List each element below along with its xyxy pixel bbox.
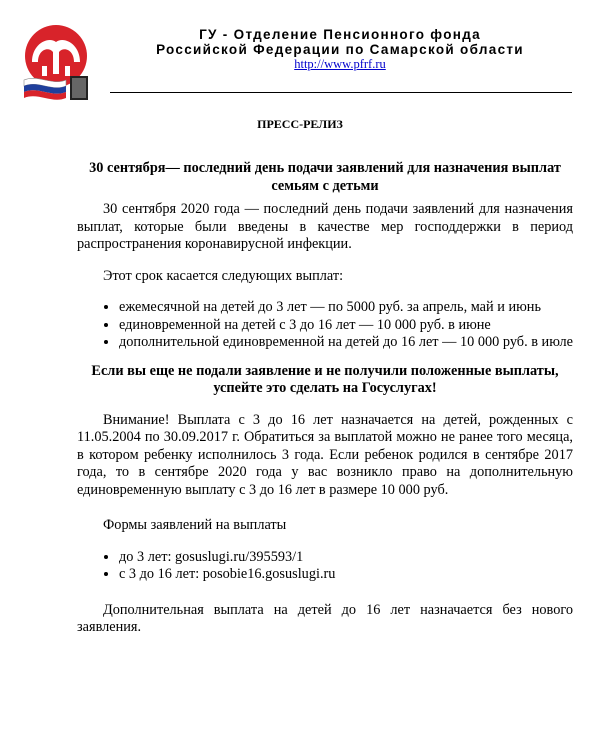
- forms-list: [77, 549, 573, 584]
- list-item: • единовременной на детей с 3 до 16 лет — 10 000 руб. в июне: [119, 317, 573, 335]
- org-name-line2: Российской Федерации по Самарской области: [156, 42, 524, 57]
- document-title: 30 сентября— последний день подачи заявлений для назначения выплат семьям с детьми: [89, 160, 561, 194]
- forms-intro: Формы заявлений на выплаты: [103, 517, 287, 533]
- notice-paragraph: Внимание! Выплата с 3 до 16 лет назначается на детей, рожденных с 11.05.2004 по 30.09.2017 г. Обратиться за выплатой можно не ранее того месяца, в котором ребенку исполнилось 3 года. Если ребенок родился в сентябре 2017 года, то в сентябре 2020 года у вас возникло право на дополнительную единовременную выплату с 3 до 16 лет в размере 10 000 руб.: [77, 411, 573, 498]
- list-item: • до 3 лет: gosuslugi.ru/395593/1: [119, 549, 573, 567]
- document-body: [77, 160, 573, 637]
- website-link[interactable]: http://www.pfrf.ru: [294, 57, 386, 71]
- payments-list: [77, 299, 573, 352]
- list-item: • ежемесячной на детей до 3 лет — по 5000 руб. за апрель, май и июнь: [119, 299, 573, 317]
- list-item: • дополнительной единовременной на детей до 16 лет — 10 000 руб. в июле: [119, 334, 573, 352]
- header-divider: [110, 92, 572, 93]
- pfr-logo-icon: [18, 22, 94, 102]
- subtitle: Если вы еще не подали заявление и не получили положенные выплаты, успейте это сделать на Госуслугах!: [91, 362, 559, 396]
- org-name-line1: ГУ - Отделение Пенсионного фонда: [199, 27, 481, 42]
- list-intro: Этот срок касается следующих выплат:: [103, 267, 344, 284]
- closing-paragraph: Дополнительная выплата на детей до 16 лет назначается без нового заявления.: [77, 601, 573, 635]
- list-item: • с 3 до 16 лет: posobie16.gosuslugi.ru: [119, 566, 573, 584]
- press-release-label: ПРЕСС-РЕЛИЗ: [257, 117, 343, 131]
- intro-paragraph: 30 сентября 2020 года — последний день подачи заявлений для назначения выплат, которые были введены в качестве мер господдержки в период распространения коронавирусной инфекции.: [77, 201, 573, 252]
